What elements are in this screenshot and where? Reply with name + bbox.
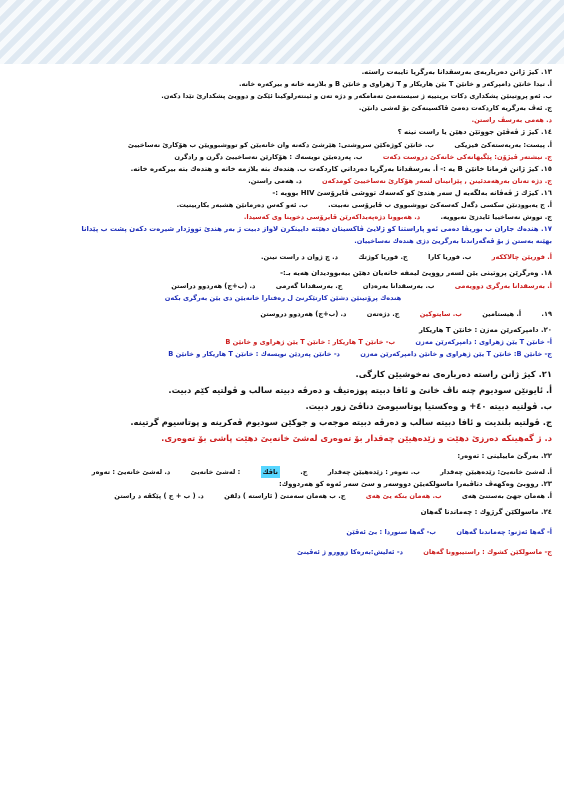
option-14d: ب. پەردەيێن نويسەك : هۆكارێن نەساخييێ دگرن و رادگرن [174,152,363,161]
option-15d: د. هەمی راستن. [248,176,302,185]
option-14a: أ. پيست: بەربەستەكێ فيزيكی [454,140,552,149]
option-16c: ج. تووش نەساخييا ئايدزێ نەبوويە. [440,213,552,222]
option-21b: ب. ڤولتيە دبيتە ٤٠+ و وەكستيا پوتاسيومێ دناڤێ زور دبيت. [305,400,552,411]
question-23: ٢٣. رووبێ وەكهەڤ دناڤبەرا ماسولكەيێن دووسەر و سێ سەر ئەوە كو هەردووك: [279,480,552,489]
question-14: ١٤. كيژ ژ ڤەڤێن جووتێن دهێن يا راست نينە ؟ [397,128,552,137]
options-17 [14,247,552,267]
question-13: ١٣. كيژ ژانن دەرباربەی بەرسقدانا بەرگريا تايبەت راستە. [361,68,552,76]
option-20a: أ- خانێن T يێن ژهراوی : دامپركەرێن مەزن [415,337,552,346]
answer-21: د. ژ گەهينكە دەرزێ دهێت و زێدەهيێن چەقدار بۆ تەوەری لەشێ خانەيێ دهێت پاشی بۆ تەوەری. [161,432,552,443]
option-23a: أ. هەمان جهێ بەستنێ هەی [461,492,552,501]
question-18: ١٨. وەرگرێن پروتينی يێن لسەر رووپێ ليمفە خانەيان دهێن بيەبووديدان هەيە بـ:- [280,269,552,278]
question-16: ١٦. كيژك ژ ڤەڤانە بەلگەيە ل سەر هندێ كو كەسەك تووشی ڤايرۆسێ HIV بوويە :- [272,188,552,197]
option-13a: أ. تيدا خانێن دامپركەر و خانێن T يێن هاريكار و T ژهراوی و خانێن B و بلازمە خانە و بيركەرە خانە. [238,80,552,89]
option-22c-letter: ج. [300,467,308,476]
option-17b: ب. فوريا كارا [428,253,472,262]
question-24: ٢٤. ماسولكێن گرژوك : چەماندنا گەهان [420,508,552,517]
options-14-row1 [14,139,552,151]
option-19c: ج. دژەتەن [366,309,400,318]
question-19-number: ١٩. [541,309,552,318]
option-20d: د- خانێن پەردێن نويسەك : خانێن T هاريكار و خانێن B [168,349,340,358]
option-24b: ب- گەها سنوردا : بێ ئەڤێن [346,528,437,537]
option-24a: أ- گەها ئەژنو: چەماندنا گەهان [456,528,552,537]
option-22d: د. لەشێ خانەيێ : تەوەر [91,467,171,476]
options-23 [14,490,552,502]
question-19: هندەك پرۆتينێن دشێن كارتێكرنێ ل رەفتارا خانەيێن دی يێن بەرگری بكەن [164,293,402,302]
question-21: ٢١. كيژ ژانن راستە دەربارەی نەخوشيێن كارگی. [355,368,552,379]
options-16-row2 [14,211,552,223]
option-13c: ج. ئەڤ بەرگريە كاردكەت دەمێ ڤاكسينەكێ بۆ لەشی دانێن. [358,104,552,113]
option-17c: ج. فوريا كوژتك [358,253,408,262]
option-16b: ب. ئەو كەس دەرمانێن هشبەر بكاربينيت. [176,201,308,210]
options-16-row1 [14,199,552,211]
header-pattern [0,0,564,64]
options-20-row2 [14,348,552,360]
options-24-row1 [14,522,552,542]
option-21c: ج. ڤولتيە بلنديت و ئافا دبيتە سالب و دەرڤە دبيتە موجەب و جوكێن سوديوم ڤەكرينە و پوتاسيوم گرتينە. [130,416,552,427]
question-15: ١٥. كيژ ژانن فرمانا خانێن B يە :- أ. بەرسقدانا بەرگريا دەرداني كاردكەت ب. هندەك بنە بلازمە خانە و هندەك بنە بيركەرە خانە. [130,164,552,173]
option-22c: : لەشێ خانەيێ [190,467,241,476]
option-23d: د. ( ب + ج ) پێكڤە د راستن [114,492,204,501]
question-22: ٢٢. بەرگێ ماييلينی : تەوەر: [457,451,552,460]
answer-22-highlight: ناڤك [261,466,280,478]
option-13b: ب. ئەو پروتينێن پشكداری دكات بريتييە ژ سيستەمێ تەمامكەر و دژە تەن و ئينتەرلوكينا ئێكێ و دوويێ پشكدارێ تێدا دكەن. [161,92,552,101]
options-19 [14,304,552,324]
answer-20: ب- خانێن T هاريكار : خانێن T يێن ژهراوی و خانێن B [225,337,396,346]
answer-17: أ. فوريێن چالاككەر [491,253,552,262]
option-24d: د- ئەليش:بەرەكا زوورو ژ ئەڤينێ [297,548,403,557]
option-18d: د. (ب+ج) هەردوو دراستن [171,281,256,290]
answer-23: ب. هەمان بنكە يێ هەی [365,492,442,501]
option-21a: أ. ئايونێن سوديوم چنە ناڤ خانێ و ئافا دبيتە پوزەتيڤ و دەرڤە دبيتە سالب و ڤولتيە كێم دبيت. [168,384,552,395]
answer-14: ج. نيشتەر ڤيژۆن: پێگيهانەكی خانەكێ دروست دكەت [382,152,552,161]
options-18 [14,280,552,292]
option-22a: أ. لەشێ خانەيێ: زێدەهيێن چەقدار [440,467,552,476]
question-20: ٢٠. دامپركەرێن مەزن : خانێن T هاريكار [418,325,552,334]
answer-15: ج. دژە تەنان بەرهەمدئينن , پێزانينان لسەر هۆكارێ نەساخييێ كومدكەن [322,176,552,185]
option-22b: ب. تەوەر : زێدەهيێن چەقدار [327,467,420,476]
option-19d: د. (ب+ج) هەردوو دروستن [260,309,347,318]
option-20c: ج- خانێن B: خانێن T يێن ژهراوی و خانێن دامپركەرێن مەزن [360,349,552,358]
answer-16: د. هەبوونا دژەپەيداكەرێن ڤايرۆسی دخوينا وی كەسيدا. [243,213,421,222]
options-24-row2 [14,542,552,562]
options-14-row2 [14,151,552,163]
answer-19: ب. سايتوكين [419,309,462,318]
answer-18: أ. بەرسقدانا بەرگری دوويەمی [454,281,552,290]
answer-24: ج- ماسولكێن كشوك : راستيبوونا گەهان [423,548,552,557]
options-22 [14,466,552,478]
question-17-cont: بهێنە بەستن ژ بۆ ڤەگەراندنا بەرگريێ دژی هندەك نەساخييان. [354,237,552,246]
question-list [14,66,552,562]
options-15-row2 [14,175,552,187]
option-16a: أ. ج يەبوودنێن سكسی دگەل كەسەكێ تووشبووی ب ڤايرۆسی نەبيت. [328,201,552,210]
option-23c: ج. ب هەمان سەمتێ ( ئاراستە ) دلقن [224,492,346,501]
option-17d: د. چ ژوان د راست نينن. [260,253,339,262]
answer-13: د. هەمی بەرسڤ راستن. [471,116,552,125]
option-18b: ب. بەرسقدانا بەرەدان [362,281,435,290]
options-20-row1 [14,336,552,348]
option-19a: أ. هيستامين [482,309,522,318]
option-14b: ب. خانێن كوژەكێن سروشتی: هێرشێ دكەنە وان خانەيێن كو تووشبوويێن ب هۆكارێ نەساخييێ [127,140,435,149]
option-18c: ج. بەرسقدانا گەرمی [275,281,343,290]
question-17: ١٧. هندەك جاران ب بوريڤا دەمی ئەو پاراستنا كو ژلايێ ڤاكسينان دهێتە دايينكرن لاواز دبيت ژ بەر هندێ تووژدار شيرەت دكەن پشت ب پێدانا [81,225,552,234]
